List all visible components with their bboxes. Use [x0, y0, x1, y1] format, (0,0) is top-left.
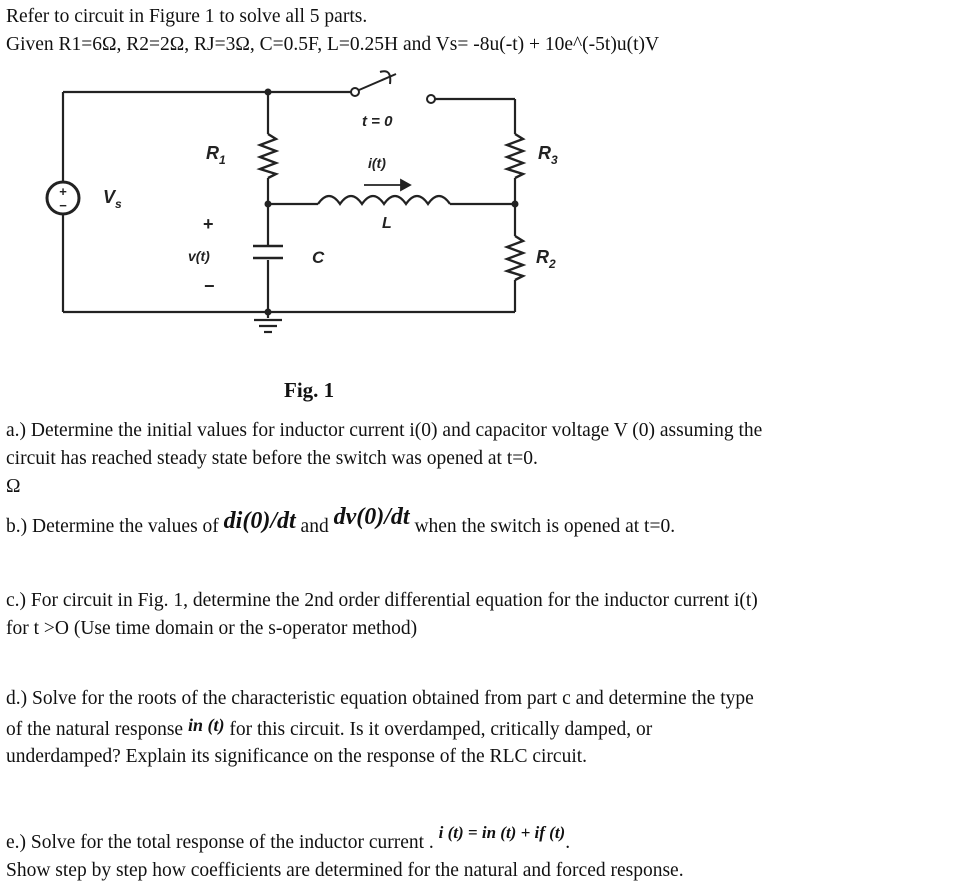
part-e-line-2: Show step by step how coefficients are determined for the natural and forced response.: [6, 860, 684, 881]
intro-line-1: Refer to circuit in Figure 1 to solve all 5 parts.: [6, 6, 368, 27]
resistor-r3: [507, 134, 523, 178]
part-d-line-1: d.) Solve for the roots of the characteristic equation obtained from part c and determine the type: [6, 688, 754, 709]
part-a-line-2: circuit has reached steady state before the switch was opened at t=0.: [6, 448, 538, 469]
part-a-line-3: Ω: [6, 476, 21, 497]
source-plus-sign: +: [59, 184, 67, 199]
ground-symbol: [254, 320, 282, 332]
part-d-line-3: underdamped? Explain its significance on the response of the RLC circuit.: [6, 746, 588, 767]
v-plus-sign: +: [203, 214, 214, 234]
natural-response-expression: in (t): [187, 715, 225, 735]
figure-caption: Fig. 1: [284, 378, 335, 402]
inductor-label: L: [382, 215, 392, 232]
capacitor-c: [253, 246, 283, 258]
circuit-diagram: [0, 0, 955, 360]
switch: [351, 71, 435, 103]
part-e-line-1: e.) Solve for the total response of the inductor current . i (t) = in (t) + if (t).: [6, 823, 571, 853]
capacitor-label: C: [312, 248, 325, 267]
part-c-line-2: for t >O (Use time domain or the s-operator method): [6, 618, 418, 639]
part-c-line-1: c.) For circuit in Fig. 1, determine the 2nd order differential equation for the inductor current i(t): [6, 590, 758, 611]
r2-label: $R_2$: [536, 247, 556, 271]
switch-time-label: t = 0: [362, 113, 393, 130]
resistor-r1: [260, 134, 276, 178]
intro-line-2: Given R1=6Ω, R2=2Ω, RJ=3Ω, C=0.5F, L=0.25H and Vs= -8u(-t) + 10e^(-5t)u(t)V: [6, 34, 660, 55]
total-response-expression: i (t) = in (t) + if (t): [438, 823, 566, 842]
r3-label: $R_3$: [538, 143, 558, 167]
v-minus-sign: −: [204, 276, 215, 296]
dv-dt-expression: dv(0)/dt: [333, 504, 410, 530]
current-label: i(t): [368, 155, 386, 171]
vs-label: $V_s$: [103, 187, 122, 211]
resistor-r2: [507, 236, 523, 280]
circuit-wires: [63, 92, 515, 318]
part-a-line-1: a.) Determine the initial values for inductor current i(0) and capacitor voltage V (0) assuming the: [6, 420, 763, 441]
di-dt-expression: di(0)/dt: [223, 508, 296, 534]
current-arrow: [364, 180, 410, 190]
voltage-source-vs: [47, 182, 79, 214]
vt-label: v(t): [188, 248, 210, 264]
source-minus-sign: −: [59, 198, 67, 213]
part-d-line-2: of the natural response in (t) for this circuit. Is it overdamped, critically damped, or: [6, 715, 653, 740]
part-b: b.) Determine the values of di(0)/dt and dv(0)/dt when the switch is opened at t=0.: [6, 504, 676, 537]
inductor-l: [318, 196, 450, 204]
r1-label: $R_1$: [206, 143, 226, 167]
